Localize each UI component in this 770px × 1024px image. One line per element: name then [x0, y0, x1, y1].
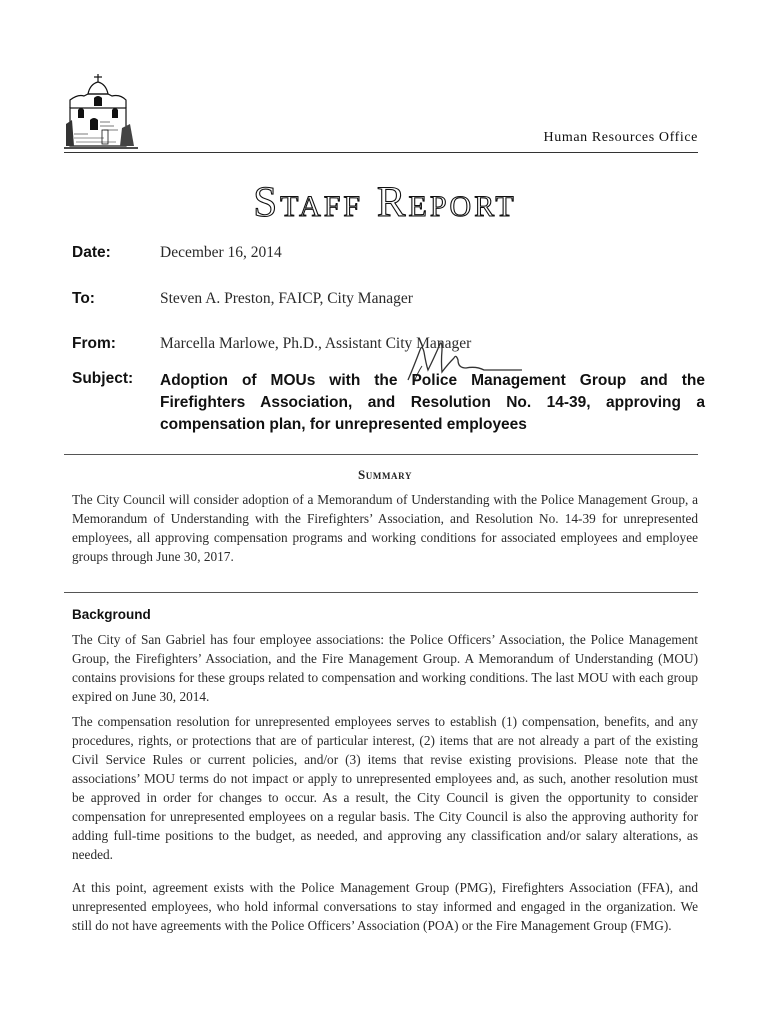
- date-label: Date:: [72, 244, 111, 261]
- summary-text: The City Council will consider adoption of a Memorandum of Understanding with the Police Management Group, a Memorandum of Understanding with the Firefighters’ Association, and Resolution No. 14-39 for unrepresented employees, all approving compensation programs and working conditions for associated employees and employee groups through June 30, 2017.: [72, 492, 698, 564]
- mission-logo: [64, 72, 138, 152]
- summary-rule-bottom: [64, 592, 698, 593]
- from-value: Marcella Marlowe, Ph.D., Assistant City Manager: [160, 335, 472, 352]
- background-paragraph-3: At this point, agreement exists with the Police Management Group (PMG), Firefighters Association (FFA), and unrepresented employees, who hold informal conversations to stay informed and engaged in the organization. We still do not have agreements with the Police Officers’ Association (POA) or the Fire Management Group (FMG).: [72, 880, 698, 933]
- background-paragraph-2: The compensation resolution for unrepresented employees serves to establish (1) compensation, benefits, and any procedures, rights, or protections that are of particular interest, (2) items that are not already a part of the existing Civil Service Rules or current policies, and/or (3) items that revise existing provisions. Please note that the associations’ MOU terms do not impact or apply to unrepresented employees and, as such, another resolution must be approved in order for changes to occur. As a result, the City Council is given the opportunity to consider compensation for unrepresented employees on a regular basis. The City Council is also the approving authority for adding full-time positions to the budget, as needed, and approving any classification and/or salary alterations, as needed.: [72, 714, 698, 862]
- to-label: To:: [72, 290, 95, 307]
- header-rule: [64, 152, 698, 153]
- from-label: From:: [72, 335, 116, 352]
- to-value: Steven A. Preston, FAICP, City Manager: [160, 290, 413, 307]
- background-paragraph-1: The City of San Gabriel has four employee associations: the Police Officers’ Association, the Police Management Group, the Firefighters’ Association, and the Fire Management Group. A Memorandum of Understanding (MOU) contains provisions for these groups related to compensation and working conditions. The last MOU with each group expired on June 30, 2014.: [72, 632, 698, 704]
- summary-rule-top: [64, 454, 698, 455]
- date-value: December 16, 2014: [160, 244, 282, 261]
- background-heading: Background: [72, 607, 151, 622]
- subject-label: Subject:: [72, 370, 134, 387]
- report-title: Staff Report: [253, 179, 517, 226]
- summary-heading: Summary: [357, 467, 413, 482]
- subject-value: Adoption of MOUs with the Police Management Group and the Firefighters Association, and Resolution No. 14-39, approving a compensation plan, for unrepresented employees: [160, 372, 705, 433]
- office-name: Human Resources Office: [543, 130, 698, 145]
